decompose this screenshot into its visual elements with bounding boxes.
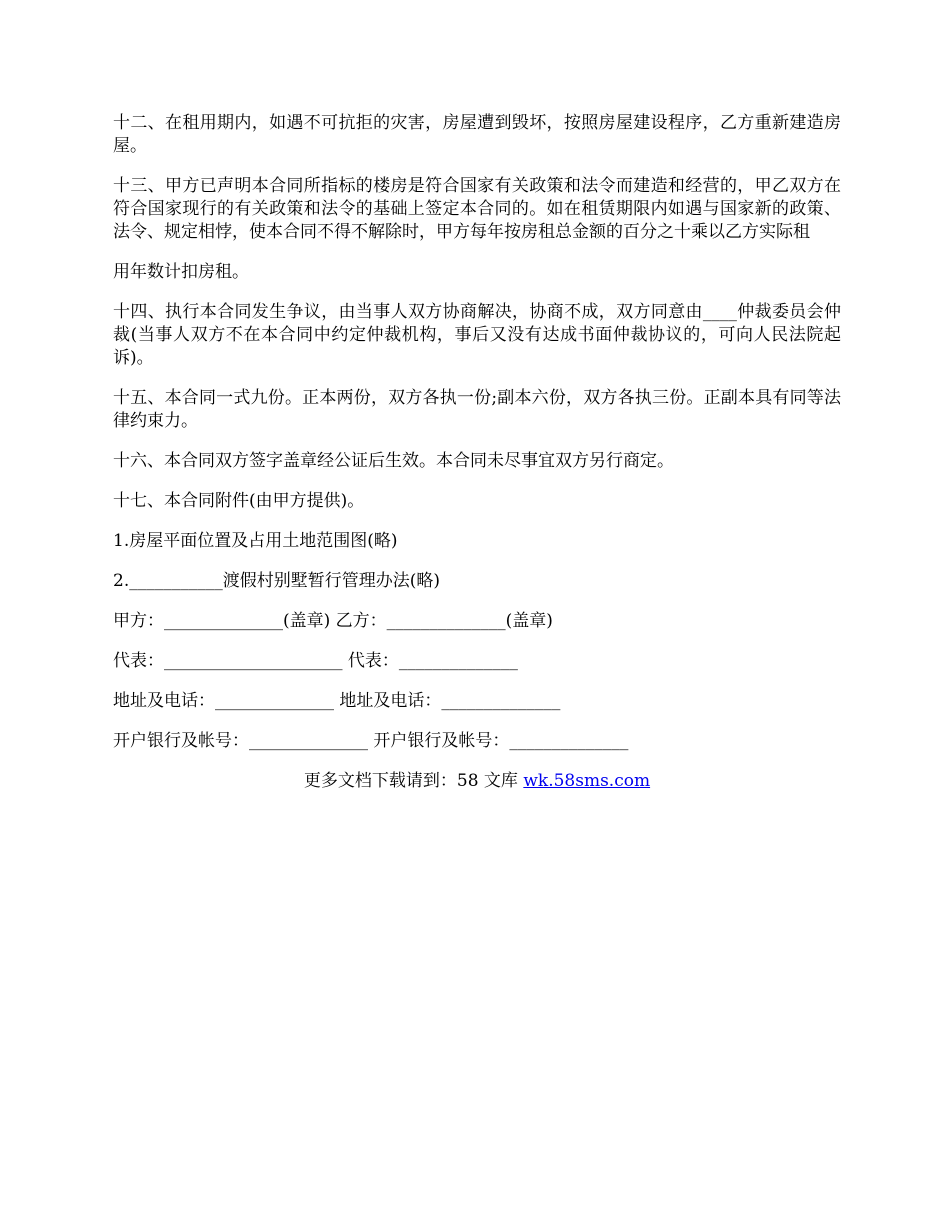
clause-16: 十六、本合同双方签字盖章经公证后生效。本合同未尽事宜双方另行商定。 [113,451,674,471]
attachment-2: 2.___________渡假村别墅暂行管理办法(略) [113,571,440,591]
clause-15: 十五、本合同一式九份。正本两份，双方各执一份;副本六份，双方各执三份。正副本具有同等法律约束力。 [113,388,841,431]
signature-bank-account-line: 开户银行及帐号：______________ 开户银行及帐号：______________ [113,731,629,751]
signature-address-phone-line: 地址及电话：______________ 地址及电话：______________ [113,691,561,711]
clause-12: 十二、在租用期内，如遇不可抗拒的灾害，房屋遭到毁坏，按照房屋建设程序，乙方重新建造房屋。 [113,113,841,156]
download-footer [113,770,841,793]
clause-13-continuation: 用年数计扣房租。 [113,262,249,282]
signature-party-line: 甲方：______________(盖章) 乙方：______________(盖章) [113,611,553,631]
clause-14: 十四、执行本合同发生争议，由当事人双方协商解决，协商不成，双方同意由____仲裁委员会仲裁(当事人双方不在本合同中约定仲裁机构，事后又没有达成书面仲裁协议的，可向人民法院起诉)。 [113,302,841,368]
document-page [113,112,841,793]
footer-text: 更多文档下载请到：58 文库 [303,771,524,791]
attachment-1: 1.房屋平面位置及占用土地范围图(略) [113,531,398,551]
clause-13: 十三、甲方已声明本合同所指标的楼房是符合国家有关政策和法令而建造和经营的，甲乙双方在符合国家现行的有关政策和法令的基础上签定本合同的。如在租赁期限内如遇与国家新的政策、法令、规定相悖，使本合同不得不解除时，甲方每年按房租总金额的百分之十乘以乙方实际租 [113,176,841,242]
footer-link[interactable]: wk.58sms.com [523,771,651,791]
clause-17: 十七、本合同附件(由甲方提供)。 [113,491,365,511]
signature-representative-line: 代表：_____________________ 代表：______________ [113,651,518,671]
